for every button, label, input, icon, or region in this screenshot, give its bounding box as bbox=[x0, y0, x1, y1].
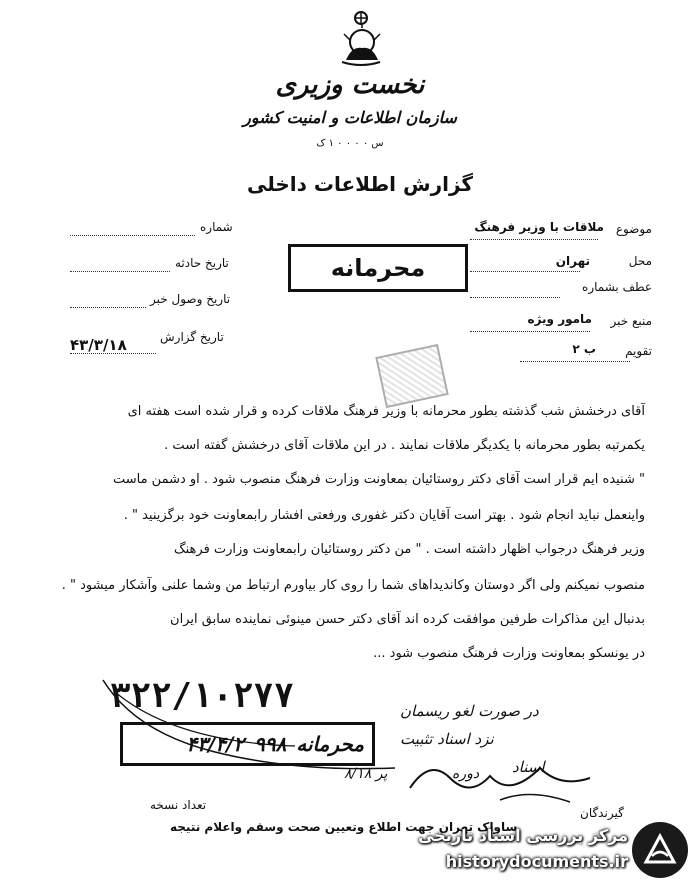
subject-value: ملاقات با وزیر فرهنگ bbox=[474, 220, 604, 234]
evaluation-value: ب ۲ bbox=[572, 342, 596, 356]
handwritten-note: در صورت لغو ریسمان bbox=[400, 702, 539, 720]
handwritten-note: دوره bbox=[452, 766, 480, 782]
evaluation-label: تقویم bbox=[625, 344, 652, 358]
letterhead-code: س ۰ ۰ ۰ ۰ ۱ ک bbox=[316, 138, 384, 149]
body-line: منصوب نمیکنم ولی اگر دوستان وکاندیداهای شما را روی کار بیاورم ارتباط من وشما علنی وآشکار میشود " . bbox=[61, 578, 645, 593]
body-line: واینعمل نباید انجام شود . بهتر است آقایان دکتر غفوری ورفعتی افشار رابمعاونت خود برگزینید " . bbox=[123, 508, 645, 523]
registration-stamp-number: ۹۹۸ bbox=[254, 732, 287, 756]
archive-logo-icon bbox=[632, 822, 688, 878]
subject-label: موضوع bbox=[615, 222, 652, 236]
number-underline bbox=[70, 234, 195, 236]
recipients-value: ساواک تهران جهت اطلاع وتعیین صحت وسقم واعلام نتیجه bbox=[170, 820, 518, 834]
faint-stamp-mark bbox=[375, 344, 448, 408]
body-line: " شنیده ایم قرار است آقای دکتر روستائیان بمعاونت وزارت فرهنگ منصوب شود . او دشمن ماست bbox=[112, 472, 645, 487]
receipt-date-label: تاریخ وصول خبر bbox=[150, 292, 231, 306]
registration-stamp-confidential: محرمانه bbox=[296, 732, 364, 756]
evaluation-underline bbox=[520, 360, 630, 362]
report-date-label: تاریخ گزارش bbox=[160, 330, 224, 344]
handwritten-registration-number: ۳۲۲/۱۰۲۷۷ bbox=[110, 676, 295, 716]
confidential-stamp: محرمانه bbox=[288, 244, 468, 292]
letterhead-title: نخست وزیری bbox=[275, 70, 425, 100]
subject-underline bbox=[470, 238, 598, 240]
place-value: تهران bbox=[555, 254, 590, 268]
receipt-date-underline bbox=[70, 306, 146, 308]
handwritten-note: اسناد bbox=[512, 758, 545, 776]
handwritten-note: نزد اسناد تثبیت bbox=[400, 730, 494, 748]
registration-stamp bbox=[120, 722, 375, 766]
lion-and-sun-emblem-icon bbox=[336, 10, 386, 70]
body-line: در یونسکو بمعاونت وزارت فرهنگ منصوب شود ... bbox=[373, 646, 645, 661]
reference-label: عطف بشماره bbox=[582, 280, 652, 294]
handwritten-signature-icon bbox=[400, 748, 600, 808]
source-underline bbox=[470, 330, 590, 332]
source-label: منبع خبر bbox=[610, 314, 652, 328]
handwritten-note: پر ۸/۱۸ bbox=[344, 766, 388, 782]
number-label: شماره bbox=[200, 220, 233, 234]
source-value: مامور ویژه bbox=[527, 312, 592, 326]
place-underline bbox=[470, 270, 580, 272]
body-line: یکمرتبه بطور محرمانه با یکدیگر ملاقات نمایند . در این ملاقات آقای درخشش گفته است . bbox=[164, 438, 645, 453]
reference-underline bbox=[470, 296, 560, 298]
body-line: آقای درخشش شب گذشته بطور محرمانه با وزیر فرهنگ ملاقات کرده و قرار شده است هفته ای bbox=[127, 404, 645, 419]
recipients-label: گیرندگان bbox=[580, 806, 624, 820]
incident-date-label: تاریخ حادثه bbox=[175, 256, 229, 270]
report-title: گزارش اطلاعات داخلی bbox=[246, 172, 474, 196]
registration-stamp-date: ۴۳/۴/۲ bbox=[186, 732, 244, 756]
watermark-title: مرکز بررسی اسناد تاریخی bbox=[418, 826, 628, 845]
body-line: بدنبال این مذاکرات طرفین موافقت کرده اند آقای دکتر حسن مینوئی نماینده سابق ایران bbox=[170, 612, 645, 627]
place-label: محل bbox=[628, 254, 652, 268]
report-date-underline bbox=[70, 352, 156, 354]
incident-date-underline bbox=[70, 270, 170, 272]
watermark-url: historydocuments.ir bbox=[445, 852, 628, 871]
letterhead-organization: سازمان اطلاعات و امنیت کشور bbox=[243, 108, 457, 127]
body-line: وزیر فرهنگ درجواب اظهار داشته است . " من دکتر روستائیان رابمعاونت وزارت فرهنگ bbox=[173, 542, 645, 557]
copies-label: تعداد نسخه bbox=[150, 798, 207, 812]
report-date-value: ۴۳/۳/۱۸ bbox=[70, 336, 127, 354]
